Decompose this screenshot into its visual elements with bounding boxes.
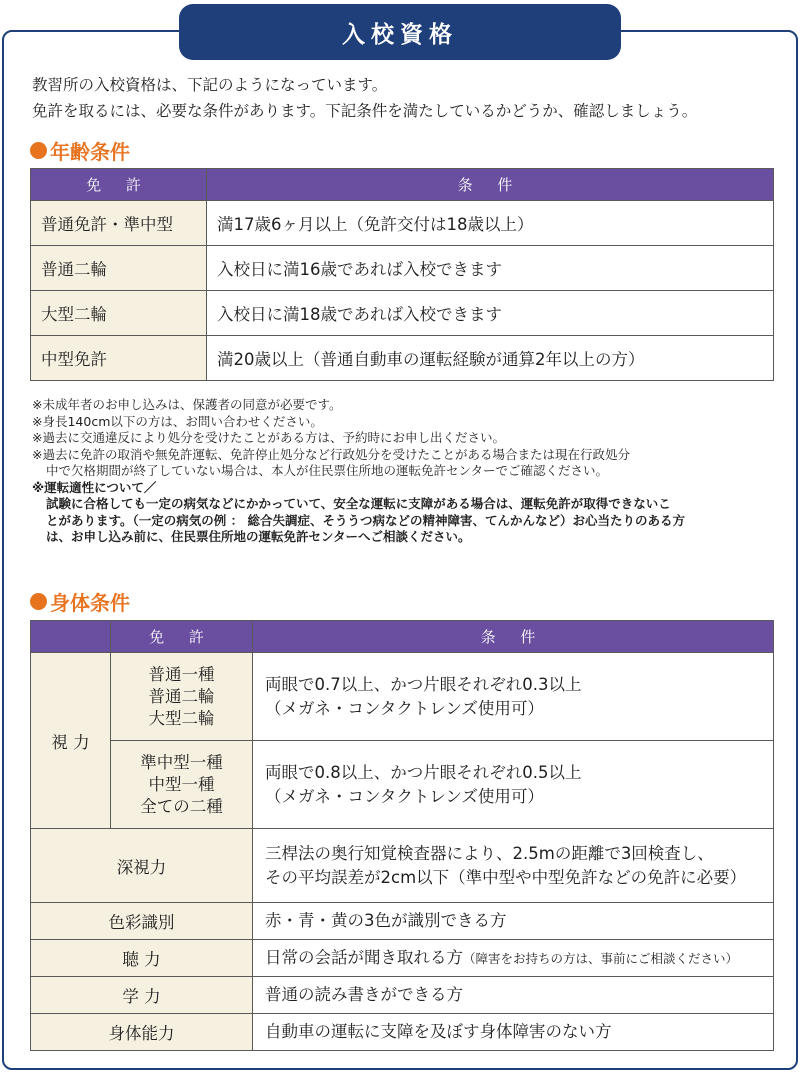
note-line: ※身長140cm以下の方は、お問い合わせください。 bbox=[32, 413, 323, 429]
note-line: は、お申し込み前に、住民票住所地の運転免許センターへご相談ください。 bbox=[46, 529, 471, 544]
condition-line: その平均誤差が2cm以下（準中型や中型免許などの免許に必要） bbox=[265, 867, 747, 887]
col-license-header: 免 許 bbox=[111, 621, 253, 653]
condition-line: （メガネ・コンタクトレンズ使用可） bbox=[265, 786, 544, 806]
vision-condition-cell bbox=[253, 653, 774, 741]
academic-condition-cell: 普通の読み書きができる方 bbox=[253, 977, 774, 1014]
col-condition-header: 条 件 bbox=[253, 621, 774, 653]
academic-label-cell: 学 力 bbox=[31, 977, 253, 1014]
note-line: ※過去に交通違反により処分を受けたことがある方は、予約時にお申し出ください。 bbox=[32, 430, 505, 445]
vision-condition-cell bbox=[253, 741, 774, 829]
vision-license-cell bbox=[111, 741, 253, 829]
col-license-header: 免 許 bbox=[31, 169, 207, 201]
vision-label-cell: 視 力 bbox=[31, 653, 111, 829]
body-heading-label: 身体条件 bbox=[50, 591, 130, 615]
table-row bbox=[31, 653, 774, 741]
page-title: 入校資格 bbox=[179, 4, 621, 60]
notes-block bbox=[32, 397, 780, 546]
table-header-row bbox=[31, 621, 774, 653]
condition-cell: 入校日に満18歳であれば入校できます bbox=[207, 291, 774, 336]
license-cell: 普通免許・準中型 bbox=[31, 201, 207, 246]
condition-line: （メガネ・コンタクトレンズ使用可） bbox=[265, 698, 544, 718]
table-row bbox=[31, 201, 774, 246]
table-row bbox=[31, 246, 774, 291]
table-row bbox=[31, 940, 774, 977]
note-line: ※未成年者のお申し込みは、保護者の同意が必要です。 bbox=[32, 397, 342, 412]
bullet-dot-icon bbox=[30, 593, 47, 610]
condition-line: 両眼で0.8以上、かつ片眼それぞれ0.5以上 bbox=[265, 762, 582, 782]
table-row bbox=[31, 291, 774, 336]
bullet-dot-icon bbox=[30, 142, 47, 159]
condition-cell: 満17歳6ヶ月以上（免許交付は18歳以上） bbox=[207, 201, 774, 246]
license-name: 普通二輪 bbox=[148, 686, 215, 706]
table-row bbox=[31, 977, 774, 1014]
license-cell: 大型二輪 bbox=[31, 291, 207, 336]
condition-text: 日常の会話が聞き取れる方 bbox=[265, 947, 463, 967]
note-line: 中で欠格期間が終了していない場合は、本人が住民票住所地の運転免許センターでご確認ください。 bbox=[46, 463, 609, 478]
body-conditions-table bbox=[30, 620, 774, 1051]
license-cell: 普通二輪 bbox=[31, 246, 207, 291]
note-line: ※過去に免許の取消や無免許運転、免許停止処分など行政処分を受けたことがある場合または現在行政処分 bbox=[32, 446, 630, 462]
table-header-row bbox=[31, 169, 774, 201]
table-row bbox=[31, 741, 774, 829]
license-name: 全ての二種 bbox=[140, 796, 223, 816]
license-name: 準中型一種 bbox=[140, 752, 223, 772]
age-heading-label: 年齢条件 bbox=[50, 140, 130, 164]
license-name: 普通一種 bbox=[148, 664, 215, 684]
condition-cell: 入校日に満16歳であれば入校できます bbox=[207, 246, 774, 291]
color-condition-cell: 赤・青・黄の3色が識別できる方 bbox=[253, 903, 774, 940]
vision-license-cell bbox=[111, 653, 253, 741]
intro-line-2: 免許を取るには、必要な条件があります。下記条件を満たしているかどうか、確認しましょう。 bbox=[32, 102, 698, 120]
col-condition-header: 条 件 bbox=[207, 169, 774, 201]
condition-cell: 満20歳以上（普通自動車の運転経験が通算2年以上の方） bbox=[207, 336, 774, 381]
table-row bbox=[31, 903, 774, 940]
table-row bbox=[31, 829, 774, 903]
header-blank-cell bbox=[31, 621, 111, 653]
condition-line: 三桿法の奥行知覚検査器により、2.5mの距離で3回検査し、 bbox=[265, 843, 714, 863]
age-conditions-table bbox=[30, 168, 774, 381]
table-row bbox=[31, 336, 774, 381]
intro-line-1: 教習所の入校資格は、下記のようになっています。 bbox=[32, 76, 388, 94]
note-line: 試験に合格しても一定の病気などにかかっていて、安全な運転に支障がある場合は、運転免許が取得できないこ bbox=[46, 496, 671, 511]
hearing-condition-cell bbox=[253, 940, 774, 977]
condition-line: 両眼で0.7以上、かつ片眼それぞれ0.3以上 bbox=[265, 674, 582, 694]
physical-condition-cell: 自動車の運転に支障を及ぼす身体障害のない方 bbox=[253, 1014, 774, 1051]
physical-label-cell: 身体能力 bbox=[31, 1014, 253, 1051]
body-section-heading bbox=[30, 587, 130, 616]
depth-condition-cell bbox=[253, 829, 774, 903]
license-name: 中型一種 bbox=[148, 774, 215, 794]
note-line: ※運転適性について／ bbox=[32, 479, 157, 495]
license-name: 大型二輪 bbox=[148, 708, 215, 728]
color-label-cell: 色彩識別 bbox=[31, 903, 253, 940]
note-line: とがあります。（一定の病気の例 ： 総合失調症、そううつ病などの精神障害、てんかんなど）お心当たりのある方 bbox=[46, 512, 685, 528]
table-row bbox=[31, 1014, 774, 1051]
license-cell: 中型免許 bbox=[31, 336, 207, 381]
age-section-heading bbox=[30, 136, 130, 165]
intro-text bbox=[32, 72, 697, 124]
depth-label-cell: 深視力 bbox=[31, 829, 253, 903]
hearing-label-cell: 聴 力 bbox=[31, 940, 253, 977]
condition-note: （障害をお持ちの方は、事前にご相談ください） bbox=[463, 950, 739, 966]
